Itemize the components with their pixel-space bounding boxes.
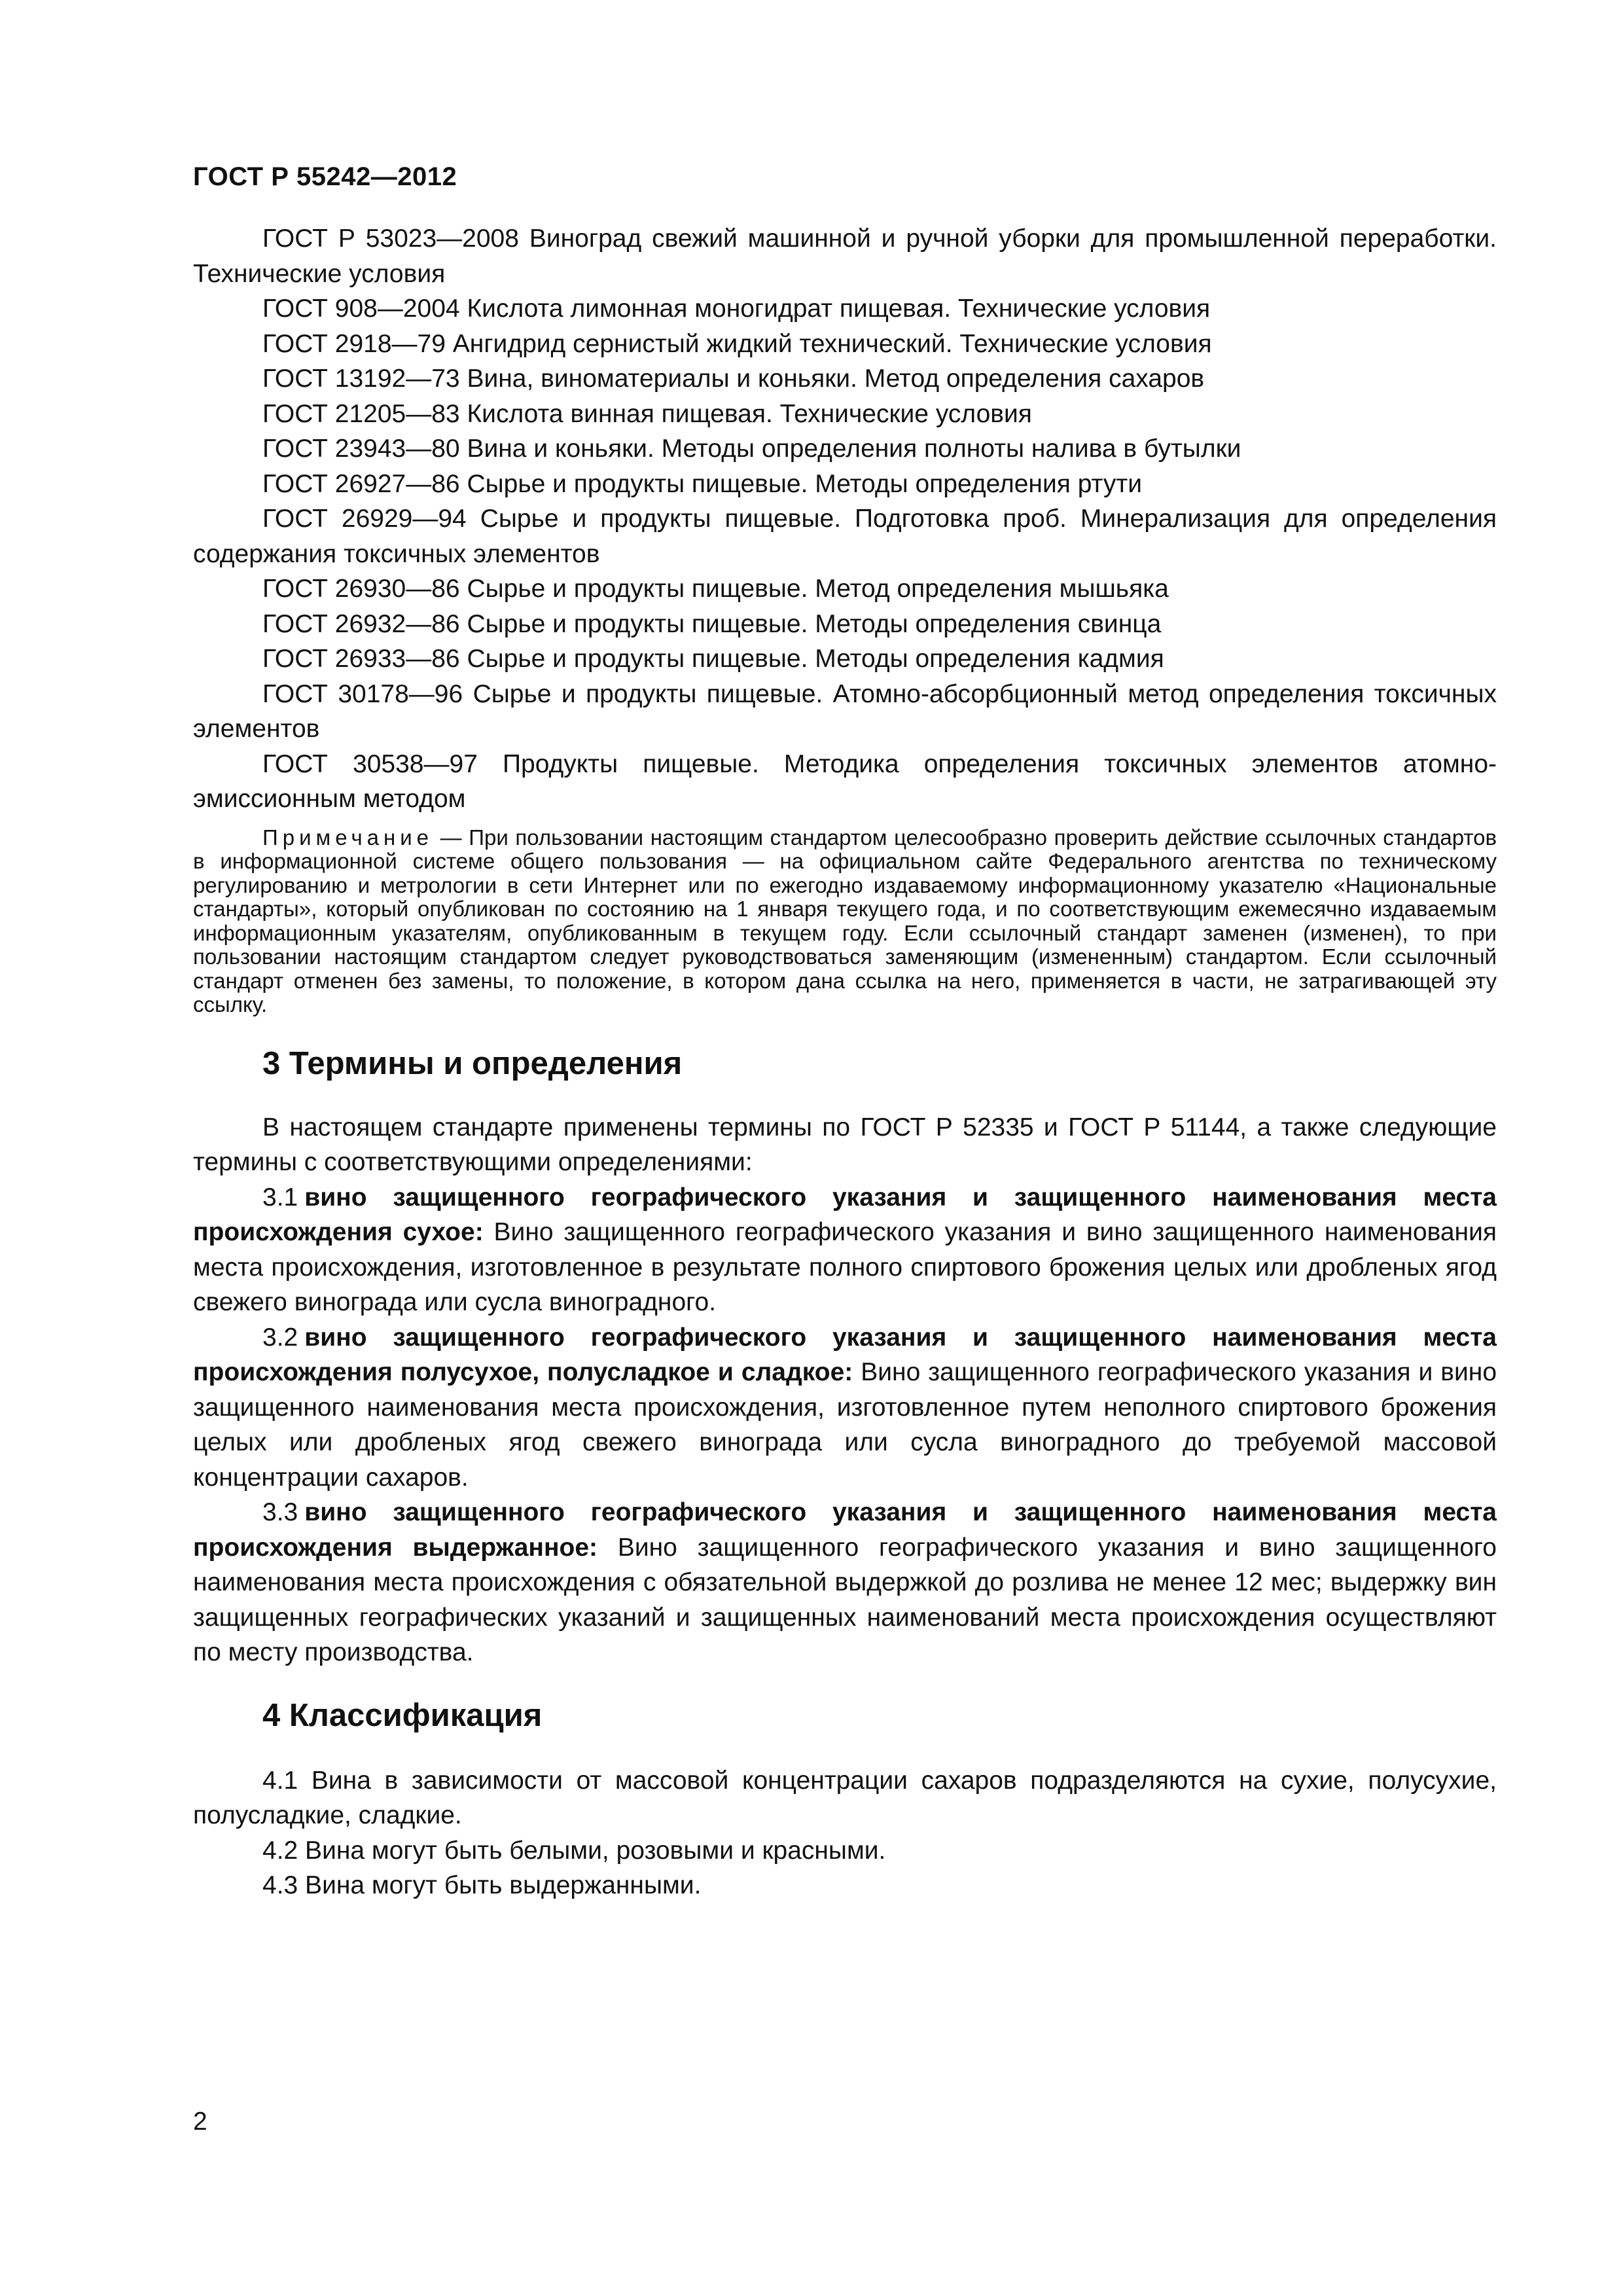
- reference-item: ГОСТ 30178—96 Сырье и продукты пищевые. Атомно-абсорбционный метод определения токсичных элементов: [193, 679, 1497, 743]
- document-body: [193, 221, 1497, 1903]
- reference-item: ГОСТ 2918—79 Ангидрид сернистый жидкий технический. Технические условия: [262, 329, 1212, 358]
- classification-item: 4.3 Вина могут быть выдержанными.: [262, 1871, 702, 1899]
- term-name: вино защищенного географического указания и защищенного наименования места происхождения сухое:: [193, 1183, 1497, 1246]
- classification-item: 4.2 Вина могут быть белыми, розовыми и красными.: [262, 1836, 886, 1865]
- reference-item: ГОСТ 13192—73 Вина, виноматериалы и коньяки. Метод определения сахаров: [262, 365, 1205, 393]
- reference-item: ГОСТ 26932—86 Сырье и продукты пищевые. Методы определения свинца: [262, 609, 1162, 638]
- reference-item: ГОСТ 21205—83 Кислота винная пищевая. Технические условия: [262, 399, 1032, 428]
- note-text: — При пользовании настоящим стандартом целесообразно проверить действие ссылочных стандартов в информационной системе общего пользования — на официальном сайте Федерального агентства по техническому регулированию и метрологии в сети Интернет или по ежегодно издаваемому информационному указателю «Национальные стандарты», который опубликован по состоянию на 1 января текущего года, и по соответствующим ежемесячно издаваемым информационным указателям, опубликованным в текущем году. Если ссылочный стандарт заменен (изменен), то при пользовании настоящим стандартом следует руководствоваться заменяющим (измененным) стандартом. Если ссылочный стандарт отменен без замены, то положение, в котором дана ссылка на него, применяется в части, не затрагивающей эту ссылку.: [193, 825, 1497, 1016]
- term-definition: [193, 1180, 1497, 1320]
- note-label: Примечание: [262, 825, 434, 850]
- reference-item: ГОСТ 26933—86 Сырье и продукты пищевые. Методы определения кадмия: [262, 645, 1164, 673]
- term-name: вино защищенного географического указания и защищенного наименования места происхождения полусухое, полусладкое и сладкое:: [193, 1323, 1497, 1386]
- document-code: ГОСТ Р 55242—2012: [193, 162, 457, 191]
- classification-item: 4.1 Вина в зависимости от массовой концентрации сахаров подразделяются на сухие, полусухие, полусладкие, сладкие.: [193, 1766, 1497, 1829]
- page-number: 2: [193, 2108, 207, 2136]
- reference-item: ГОСТ 30538—97 Продукты пищевые. Методика определения токсичных элементов атомно-эмиссионным методом: [193, 749, 1497, 813]
- section-4-heading: 4 Классификация: [262, 1697, 543, 1733]
- normative-references-list: [193, 221, 1497, 817]
- note-paragraph: [193, 826, 1497, 1017]
- term-number: 3.3: [262, 1498, 298, 1526]
- term-definition-text: Вино защищенного географического указания и вино защищенного наименования места происхождения, изготовленное путем неполного спиртового брожения целых или дробленых ягод свежего винограда или сусла виноградного до требуемой массовой концентрации сахаров.: [193, 1358, 1497, 1492]
- section-3-intro: В настоящем стандарте применены термины по ГОСТ Р 52335 и ГОСТ Р 51144, а также следующие термины с соответствующими определениями:: [193, 1113, 1497, 1176]
- term-definition-text: Вино защищенного географического указания и вино защищенного наименования места происхождения с обязательной выдержкой до розлива не менее 12 мес; выдержку вин защищенных географических указаний и защищенных наименований места происхождения осуществляют по месту производства.: [193, 1533, 1497, 1666]
- reference-item: ГОСТ 26927—86 Сырье и продукты пищевые. Методы определения ртути: [262, 469, 1142, 498]
- term-definition: [193, 1320, 1497, 1496]
- reference-item: ГОСТ 26930—86 Сырье и продукты пищевые. Метод определения мышьяка: [262, 575, 1169, 603]
- term-number: 3.2: [262, 1323, 298, 1352]
- term-definition: [193, 1495, 1497, 1670]
- reference-item: ГОСТ 26929—94 Сырье и продукты пищевые. Подготовка проб. Минерализация для определения содержания токсичных элементов: [193, 505, 1497, 568]
- section-3-heading: 3 Термины и определения: [262, 1045, 683, 1081]
- reference-item: ГОСТ 908—2004 Кислота лимонная моногидрат пищевая. Технические условия: [262, 295, 1211, 323]
- term-number: 3.1: [262, 1183, 298, 1211]
- reference-item: ГОСТ Р 53023—2008 Виноград свежий машинной и ручной уборки для промышленной переработки. Технические условия: [193, 224, 1497, 288]
- term-definition-text: Вино защищенного географического указания и вино защищенного наименования места происхождения, изготовленное в результате полного спиртового брожения целых или дробленых ягод свежего винограда или сусла виноградного.: [193, 1218, 1497, 1316]
- reference-item: ГОСТ 23943—80 Вина и коньяки. Методы определения полноты налива в бутылки: [262, 435, 1241, 463]
- term-name: вино защищенного географического указания и защищенного наименования места происхождения выдержанное:: [193, 1498, 1497, 1562]
